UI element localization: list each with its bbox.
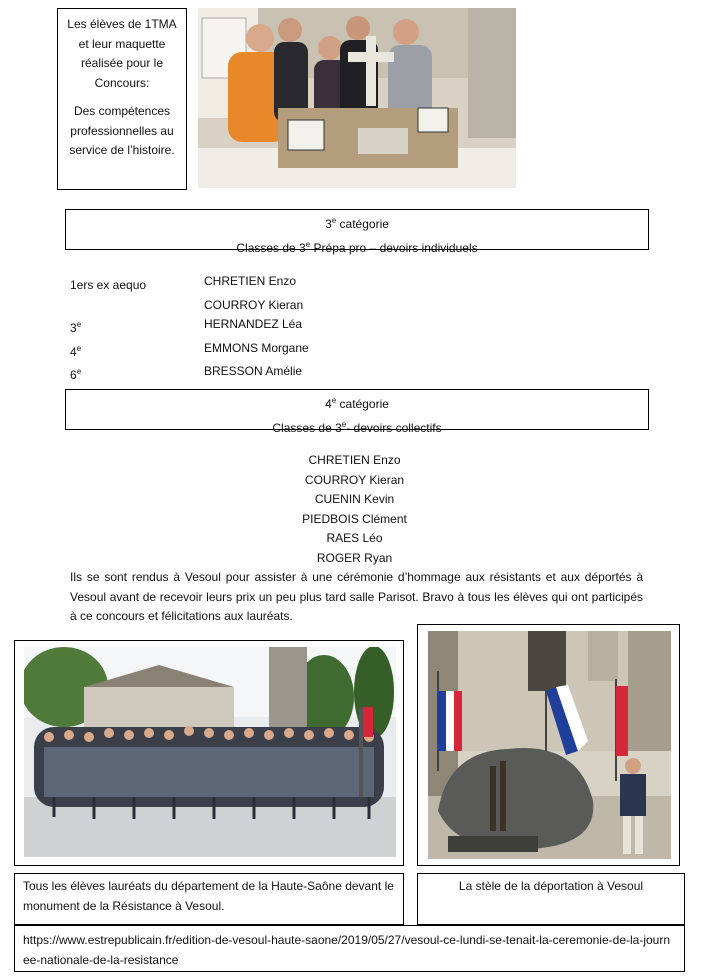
rank: 6e [70,367,82,382]
student-name: EMMONS Morgane [204,340,309,355]
category-4-names [0,451,709,568]
group-photo-monument [24,647,396,857]
caption-group-photo: Tous les élèves lauréats du département de la Haute-Saône devant le monument de la Résistance à Vesoul. [14,873,404,925]
caption-line-1: Les élèves de 1TMA et leur maquette réalisée pour le Concours: [67,17,177,90]
result-row [70,339,470,363]
category-4-subtitle: Classes de 3e- devoirs collectifs [272,419,442,435]
result-row [70,272,470,296]
student-name: COURROY Kieran [204,297,304,312]
rank: 1ers ex aequo [70,278,147,292]
category-4-title: 4e catégorie [325,396,389,411]
result-row [70,315,470,339]
students-model-photo [198,8,516,188]
student-name: CUENIN Kevin [314,492,395,506]
category-3-subtitle: Classes de 3e Prépa pro – devoirs individuels [236,239,478,255]
student-name: ROGER Ryan [316,550,393,565]
rank [70,296,204,316]
category-4-header [65,389,649,435]
student-name: BRESSON Amélie [204,364,303,378]
category-3-title: 3e catégorie [325,216,389,231]
body-paragraph: Ils se sont rendus à Vesoul pour assister à une cérémonie d’hommage aux résistants et aux déportés à Vesoul avant de recevoir leurs prix un peu plus tard salle Parisot. Bravo à tous les élèves qui ont participés à ce concours et félicitations aux lauréats. [70,570,643,623]
result-row [70,362,470,386]
caption-memorial: La stèle de la déportation à Vesoul [417,873,685,925]
caption-line-2: Des compétences professionnelles au service de l’histoire. [69,104,175,157]
rank: 4e [70,343,82,359]
deportation-memorial-photo [428,631,671,859]
category-3-header [65,209,649,255]
photo-caption-students [57,8,187,190]
student-name: PIEDBOIS Clément [302,511,407,526]
student-name: CHRETIEN Enzo [204,274,297,288]
category-3-results [70,272,470,386]
group-photo-frame [14,640,404,866]
student-name: HERNANDEZ Léa [204,317,303,331]
rank: 3e [70,320,82,335]
source-url-link[interactable]: https://www.estrepublicain.fr/edition-de-vesoul-haute-saone/2019/05/27/vesoul-ce-lundi-se-tenait-la-ceremonie-de-la-journee-nationale-de-la-resistance [14,925,685,972]
student-name: CHRETIEN Enzo [308,453,401,467]
result-row [70,296,470,316]
student-name: RAES Léo [326,531,383,545]
memorial-photo-frame [417,624,680,866]
student-name: COURROY Kieran [304,472,405,487]
